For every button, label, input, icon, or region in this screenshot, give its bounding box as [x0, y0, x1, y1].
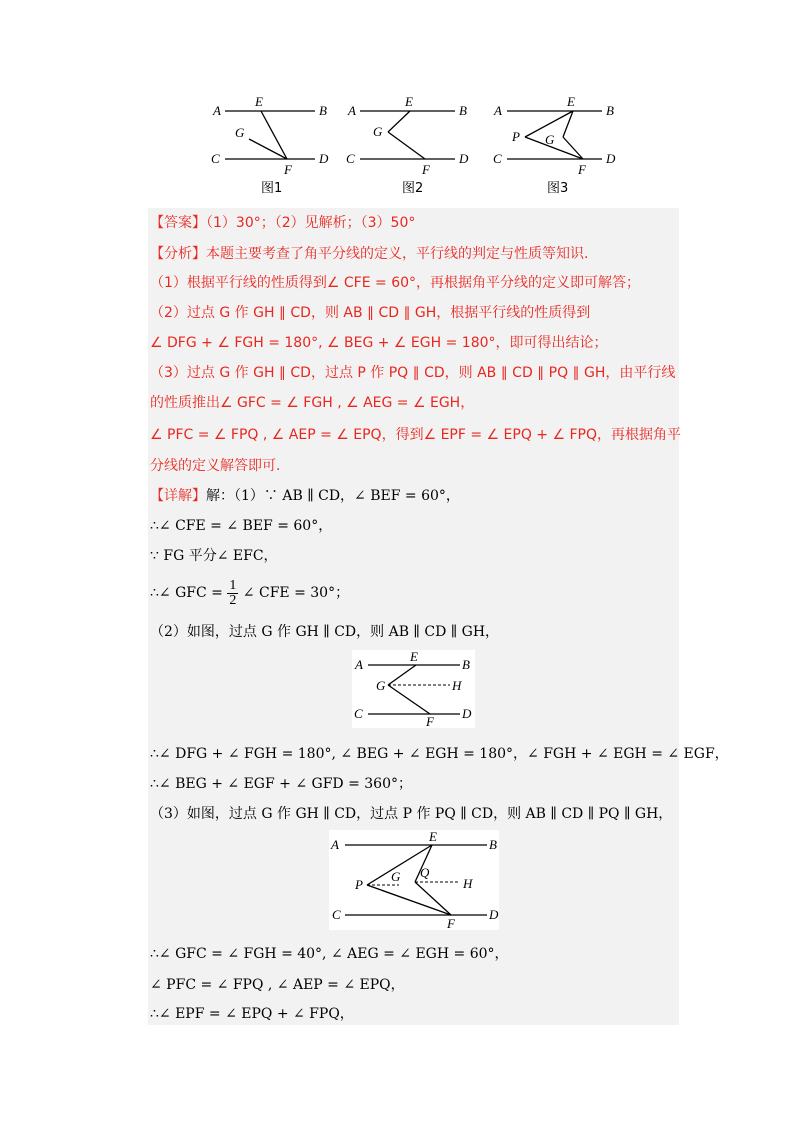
detail-s8: （3）如图，过点 G 作 GH ∥ CD，过点 P 作 PQ ∥ CD，则 AB ∥ CD ∥ PQ ∥ GH， [150, 806, 673, 822]
analysis-intro: 本题主要考查了角平分线的定义，平行线的判定与性质等知识. [206, 246, 589, 262]
svg-text:B: B [606, 103, 614, 118]
detail-s4-pre: ∴∠ GFC = [150, 585, 223, 601]
svg-text:C: C [493, 151, 502, 166]
svg-text:F: F [422, 162, 430, 177]
answer-tag: 【答案】 [150, 215, 206, 231]
analysis-p3c: ∠ PFC = ∠ FPQ , ∠ AEP = ∠ EPQ，得到∠ EPF = ∠ EPQ + ∠ FPQ，再根据角平 [150, 427, 682, 443]
svg-text:C: C [346, 151, 355, 166]
detail-s10: ∠ PFC = ∠ FPQ , ∠ AEP = ∠ EPQ， [150, 977, 405, 993]
svg-text:D: D [489, 907, 499, 922]
svg-text:G: G [373, 124, 383, 139]
analysis-p2b: ∠ DFG + ∠ FGH = 180°, ∠ BEG + ∠ EGH = 180°，即可得出结论； [150, 335, 608, 351]
svg-text:B: B [319, 103, 327, 118]
svg-text:P: P [512, 129, 520, 144]
detail-s1: 解：（1）∵ AB ∥ CD，∠ BEF = 60°， [206, 488, 460, 504]
svg-text:E: E [410, 650, 418, 664]
analysis-p3b: 的性质推出∠ GFC = ∠ FGH , ∠ AEG = ∠ EGH， [150, 395, 475, 411]
svg-text:F: F [284, 162, 292, 177]
svg-text:B: B [459, 103, 467, 118]
detail-s3: ∵ FG 平分∠ EFC， [150, 548, 278, 564]
svg-text:E: E [567, 94, 575, 109]
answer-line [150, 213, 415, 233]
svg-text:P: P [355, 877, 363, 892]
svg-text:B: B [489, 837, 497, 852]
answer-text: （1）30°；（2）见解析；（3）50° [206, 215, 416, 231]
detail-s11: ∴∠ EPF = ∠ EPQ + ∠ FPQ， [150, 1006, 354, 1022]
analysis-p3d: 分线的定义解答即可. [150, 458, 281, 474]
detail-s4-line [150, 578, 349, 608]
analysis-intro-line [150, 244, 588, 264]
figure-3-caption: 图3 [547, 181, 569, 194]
svg-text:A: A [355, 657, 363, 672]
svg-text:H: H [452, 678, 462, 693]
fraction-numerator: 1 [229, 577, 237, 593]
figure-part3 [329, 830, 499, 930]
svg-text:A: A [494, 103, 502, 118]
detail-tag: 【详解】 [150, 488, 206, 504]
svg-text:B: B [462, 657, 470, 672]
svg-text:E: E [255, 94, 263, 109]
svg-text:D: D [462, 706, 472, 721]
fraction [227, 579, 238, 608]
analysis-tag: 【分析】 [150, 246, 206, 262]
detail-s2: ∴∠ CFE = ∠ BEF = 60°， [150, 518, 333, 534]
detail-s4-post: ∠ CFE = 30°； [242, 585, 350, 601]
top-figures [205, 94, 625, 194]
svg-text:D: D [606, 151, 616, 166]
svg-text:Q: Q [420, 865, 430, 880]
figure-3 [493, 94, 616, 177]
svg-text:C: C [354, 706, 363, 721]
svg-text:A: A [348, 103, 356, 118]
detail-s5: （2）如图，过点 G 作 GH ∥ CD，则 AB ∥ CD ∥ GH， [150, 624, 500, 640]
figure-2-caption: 图2 [402, 181, 424, 194]
figure-2 [346, 94, 469, 177]
svg-text:C: C [332, 907, 341, 922]
detail-s6: ∴∠ DFG + ∠ FGH = 180°, ∠ BEG + ∠ EGH = 180°，∠ FGH + ∠ EGH = ∠ EGF， [150, 746, 729, 762]
detail-s9: ∴∠ GFC = ∠ FGH = 40°, ∠ AEG = ∠ EGH = 60°， [150, 946, 509, 962]
svg-text:F: F [426, 714, 434, 728]
detail-s7: ∴∠ BEG + ∠ EGF + ∠ GFD = 360°； [150, 776, 412, 792]
svg-text:F: F [578, 162, 586, 177]
analysis-p1: （1）根据平行线的性质得到∠ CFE = 60°，再根据角平分线的定义即可解答； [150, 275, 641, 291]
svg-text:D: D [319, 151, 329, 166]
svg-text:C: C [211, 151, 220, 166]
svg-text:E: E [405, 94, 413, 109]
figure-1-caption: 图1 [261, 181, 283, 194]
fraction-denominator: 2 [229, 592, 237, 608]
svg-text:A: A [213, 103, 221, 118]
svg-text:G: G [376, 678, 386, 693]
svg-text:E: E [429, 830, 437, 844]
figure-part2 [352, 650, 475, 728]
analysis-p3a: （3）过点 G 作 GH ∥ CD，过点 P 作 PQ ∥ CD，则 AB ∥ CD ∥ PQ ∥ GH，由平行线 [150, 365, 676, 381]
svg-text:G: G [545, 132, 555, 147]
svg-text:A: A [331, 837, 339, 852]
detail-line-1 [150, 486, 460, 506]
svg-text:H: H [463, 876, 473, 891]
figure-1 [211, 94, 329, 177]
svg-text:D: D [459, 151, 469, 166]
svg-text:G: G [391, 869, 401, 884]
svg-text:F: F [447, 916, 455, 930]
analysis-p2a: （2）过点 G 作 GH ∥ CD，则 AB ∥ CD ∥ GH，根据平行线的性质得到 [150, 305, 591, 321]
svg-text:G: G [235, 125, 245, 140]
